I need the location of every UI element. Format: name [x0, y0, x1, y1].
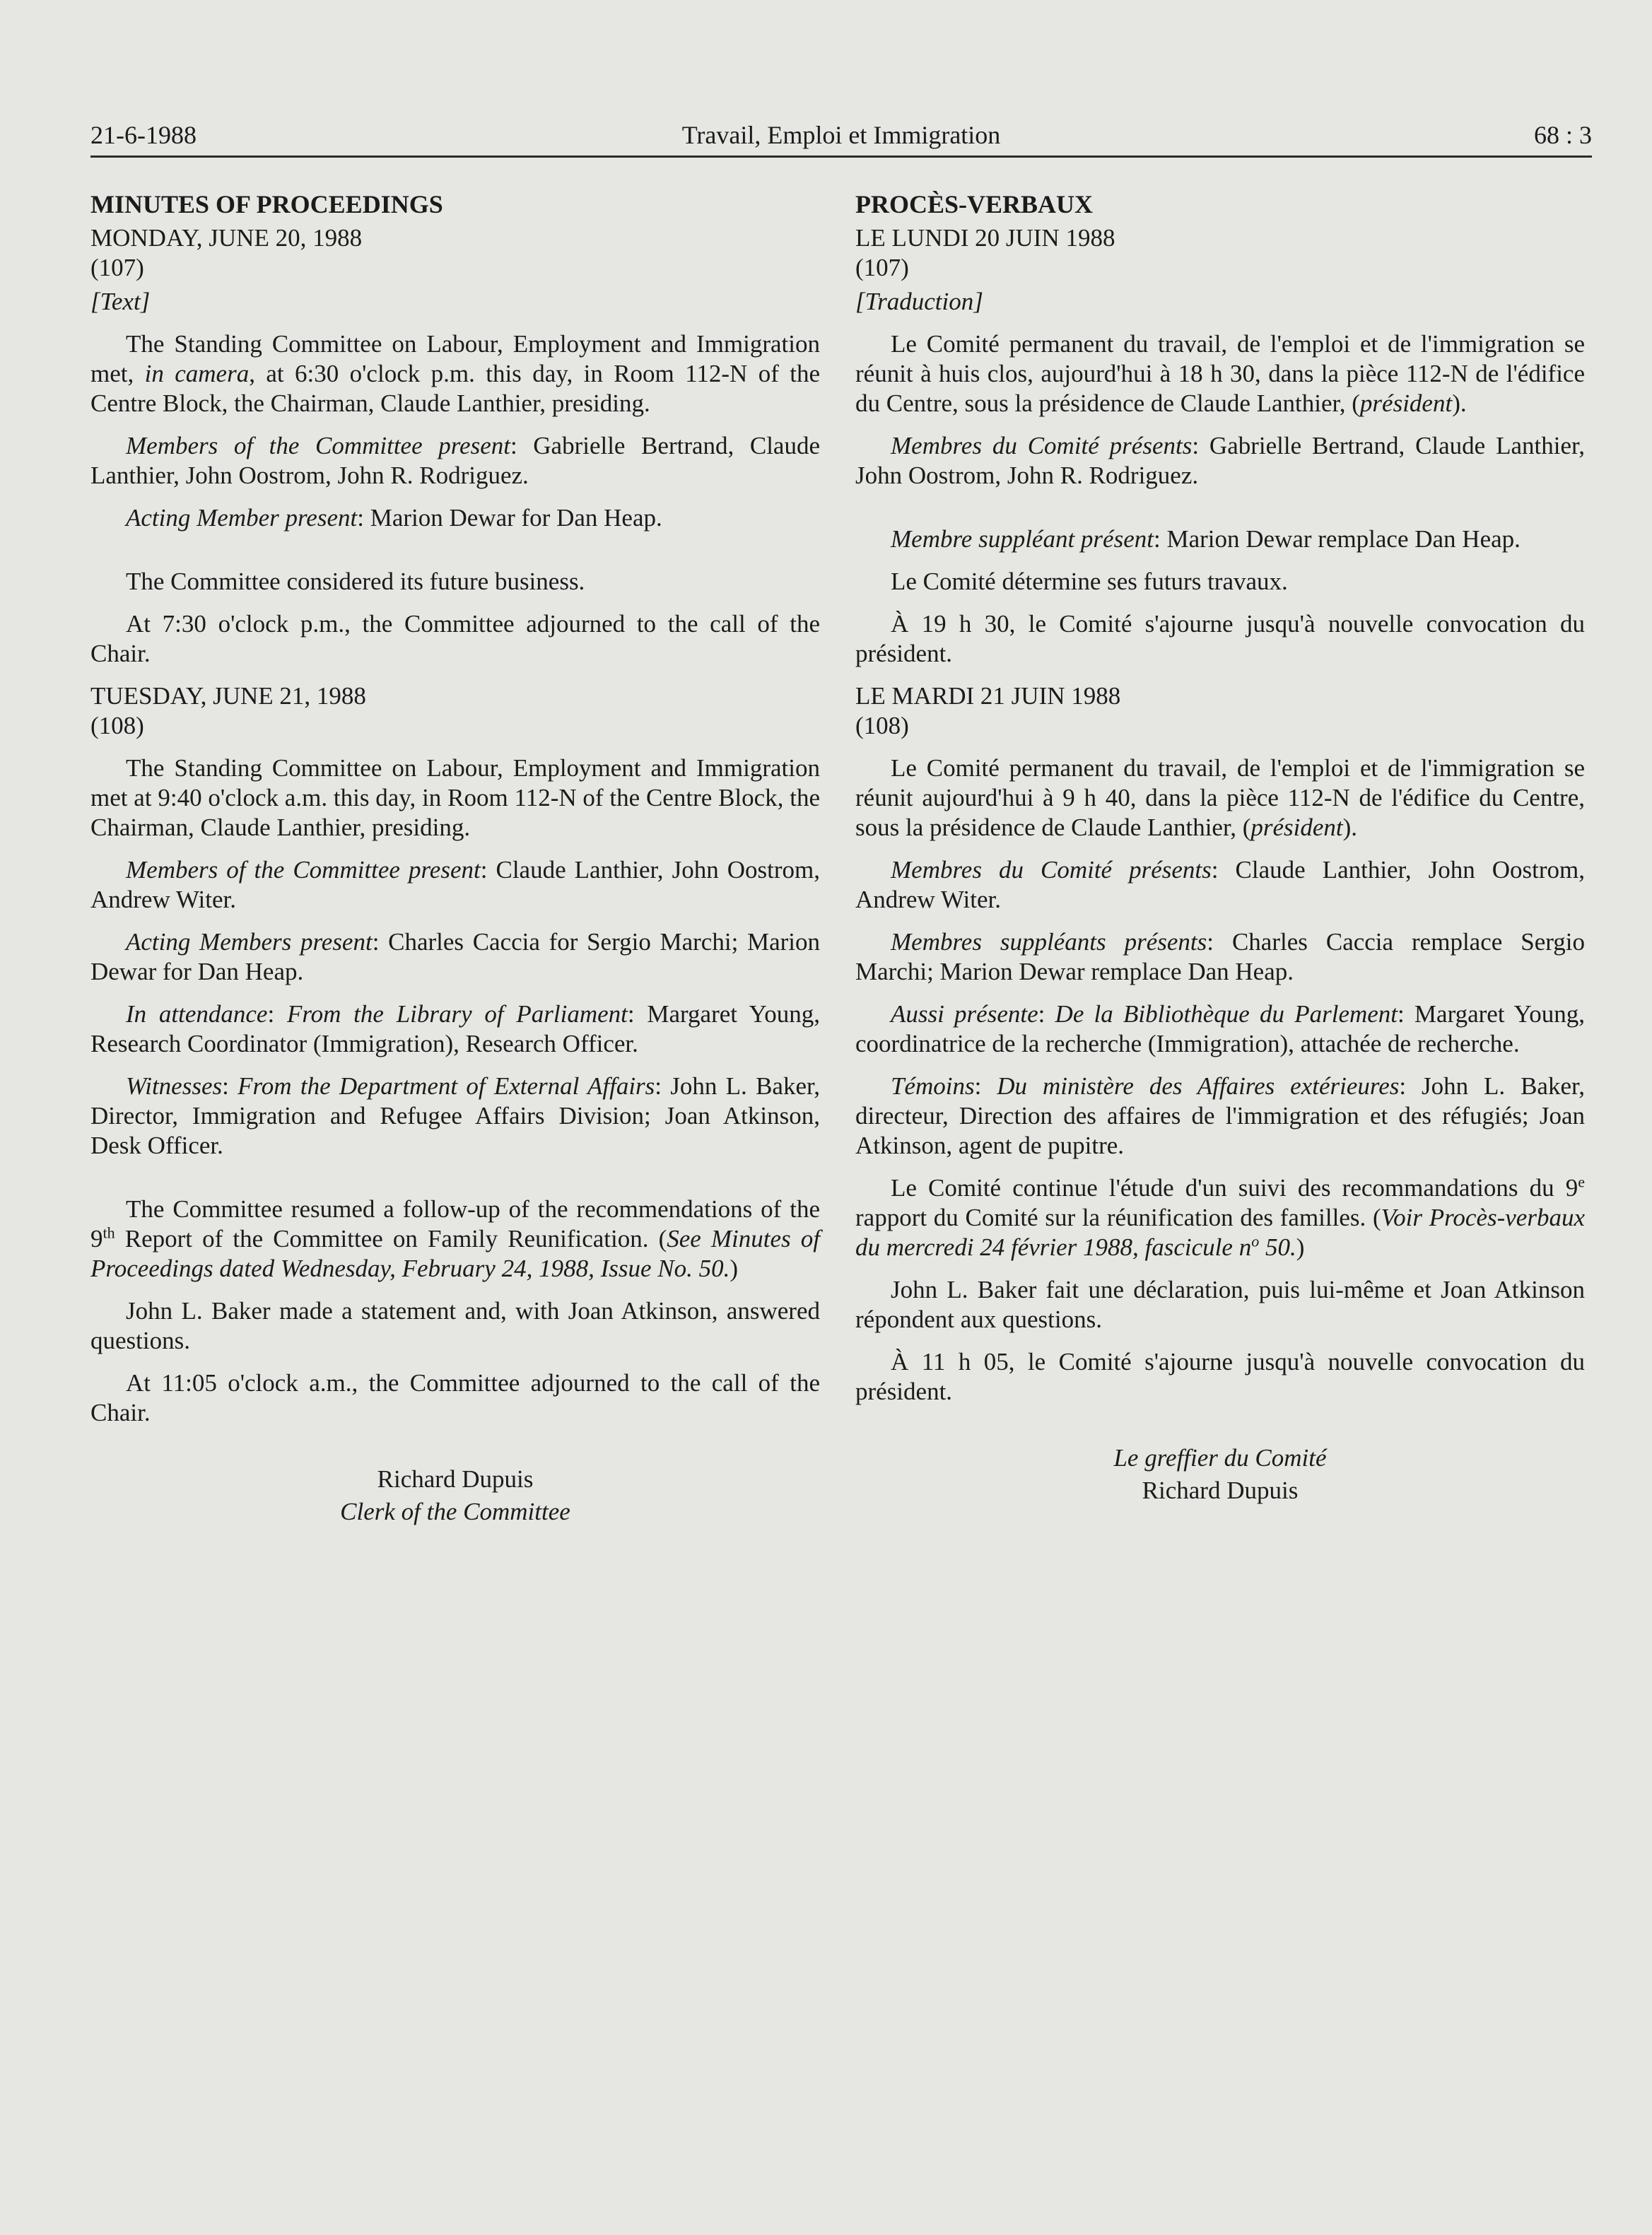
label-italic: Acting Members present — [126, 928, 373, 956]
english-signature-name: Richard Dupuis — [377, 1465, 534, 1493]
text-run-italic: in camera — [144, 360, 250, 387]
english-s2-date: TUESDAY, JUNE 21, 1988 — [90, 682, 366, 710]
english-s1-business: The Committee considered its future business. — [126, 568, 585, 595]
english-s2-statement: John L. Baker made a statement and, with Joan Atkinson, answered questions. — [90, 1297, 820, 1354]
label-italic: Membres suppléants présents — [891, 928, 1207, 956]
english-s2-attendance — [90, 999, 820, 1059]
text-run: : Charles Caccia for Sergio Marchi; Marion Dewar for Dan Heap. — [90, 928, 821, 985]
text-run: ) — [1296, 1233, 1305, 1261]
french-s2-date: LE MARDI 21 JUIN 1988 — [855, 682, 1121, 710]
text-run: : Margaret Young, coordinatrice de la recherche (Immigration), attachée de recherche. — [855, 1000, 1585, 1057]
text-run: : Marion Dewar remplace Dan Heap. — [1153, 525, 1521, 553]
spacer — [90, 546, 820, 567]
french-s1-adjourn: À 19 h 30, le Comité s'ajourne jusqu'à nouvelle convocation du président. — [855, 610, 1585, 667]
english-s1-acting — [90, 503, 820, 533]
english-s1-text-label: [Text] — [90, 288, 151, 315]
french-s1-business: Le Comité détermine ses futurs travaux. — [891, 568, 1288, 595]
text-run-italic: président — [1359, 389, 1453, 417]
text-run: : Charles Caccia remplace Sergio Marchi; Marion Dewar remplace Dan Heap. — [855, 928, 1585, 985]
label-italic: Témoins — [891, 1072, 975, 1100]
english-s2-resumed — [90, 1195, 820, 1284]
header-title: Travail, Emploi et Immigration — [681, 121, 1001, 149]
english-column — [90, 189, 820, 1530]
french-s2-number: (108) — [855, 712, 909, 739]
label-italic: Membre suppléant présent — [891, 525, 1154, 553]
label-italic: Du ministère des Affaires extérieures — [997, 1072, 1400, 1100]
english-heading: MINUTES OF PROCEEDINGS — [90, 190, 443, 218]
header-page-number: 68 : 3 — [1533, 121, 1592, 149]
superscript: th — [102, 1224, 115, 1242]
label-italic: Membres du Comité présents — [891, 856, 1212, 884]
text-run: ). — [1452, 389, 1467, 417]
label-italic: From the Library of Parliament — [286, 1000, 628, 1028]
text-run-italic: 50. — [1259, 1233, 1296, 1261]
french-signature-title: Le greffier du Comité — [1113, 1444, 1327, 1472]
spacer — [855, 503, 1585, 524]
english-s1-opening — [90, 329, 820, 418]
french-s2-statement: John L. Baker fait une déclaration, puis lui-même et Joan Atkinson répondent aux questions. — [855, 1276, 1585, 1333]
text-run: : John L. Baker, directeur, Direction des affaires de l'immigration et des réfugiés; Joan Atkinson, agent de pupitre. — [855, 1072, 1585, 1159]
french-column — [855, 189, 1585, 1508]
text-run: : Claude Lanthier, John Oostrom, Andrew Witer. — [90, 856, 820, 913]
text-run-italic: See Minutes of Proceedings dated Wednesday, February 24, 1988, Issue No. 50. — [90, 1225, 820, 1282]
header-date: 21-6-1988 — [90, 121, 197, 149]
text-run-italic: Voir Procès-verbaux du mercredi 24 février 1988, fascicule n — [855, 1204, 1585, 1261]
text-run: : John L. Baker, Director, Immigration and Refugee Affairs Division; Joan Atkinson, Desk Officer. — [90, 1072, 820, 1159]
english-s1-date: MONDAY, JUNE 20, 1988 — [90, 224, 363, 252]
text-run: : Gabrielle Bertrand, Claude Lanthier, John Oostrom, John R. Rodriguez. — [855, 432, 1585, 489]
text-run: : — [267, 1000, 287, 1028]
text-run: The Standing Committee on Labour, Employment and Immigration met, — [90, 330, 820, 387]
label-italic: From the Department of External Affairs — [238, 1072, 655, 1100]
french-s2-adjourn: À 11 h 05, le Comité s'ajourne jusqu'à nouvelle convocation du président. — [855, 1348, 1585, 1405]
text-run: : Claude Lanthier, John Oostrom, Andrew Witer. — [855, 856, 1586, 913]
english-s2-adjourn: At 11:05 o'clock a.m., the Committee adjourned to the call of the Chair. — [90, 1369, 820, 1426]
french-s1-date: LE LUNDI 20 JUIN 1988 — [855, 224, 1115, 252]
english-signature-title: Clerk of the Committee — [340, 1498, 570, 1525]
spacer — [90, 1173, 820, 1195]
french-s1-members — [855, 431, 1585, 491]
english-s2-witnesses — [90, 1072, 820, 1161]
label-italic: Members of the Committee present — [126, 432, 510, 459]
french-s2-witnesses — [855, 1072, 1585, 1161]
french-s1-acting — [855, 524, 1585, 554]
french-s1-opening — [855, 329, 1585, 418]
text-run: ) — [730, 1255, 739, 1282]
french-s1-text-label: [Traduction] — [855, 288, 983, 315]
text-run: Report of the Committee on Family Reunification. ( — [115, 1225, 667, 1253]
french-s2-acting — [855, 927, 1585, 987]
english-signature — [90, 1465, 820, 1527]
superscript: o — [1251, 1232, 1260, 1250]
label-italic: Membres du Comité présents — [891, 432, 1193, 459]
text-run: , at 6:30 o'clock p.m. this day, in Room 112-N of the Centre Block, the Chairman, Claude Lanthier, presiding. — [90, 360, 820, 417]
label-italic: Witnesses — [126, 1072, 223, 1100]
text-run: ). — [1342, 814, 1358, 841]
french-s1-number: (107) — [855, 254, 909, 281]
text-run: rapport du Comité sur la réunification des familles. ( — [855, 1204, 1381, 1231]
text-run: : Gabrielle Bertrand, Claude Lanthier, John Oostrom, John R. Rodriguez. — [90, 432, 820, 489]
english-s2-opening: The Standing Committee on Labour, Employment and Immigration met at 9:40 o'clock a.m. this day, in Room 112-N of the Centre Block, the Chairman, Claude Lanthier, presiding. — [90, 754, 820, 841]
text-run: : — [974, 1072, 997, 1100]
english-s1-members — [90, 431, 820, 491]
english-s2-acting — [90, 927, 820, 987]
text-run: : Margaret Young, Research Coordinator (Immigration), Research Officer. — [90, 1000, 820, 1057]
text-run: : Marion Dewar for Dan Heap. — [357, 504, 662, 532]
french-s2-resumed — [855, 1173, 1585, 1262]
french-s2-members — [855, 855, 1585, 915]
french-heading: PROCÈS-VERBAUX — [855, 190, 1094, 218]
french-s2-opening — [855, 753, 1585, 843]
text-run: Le Comité permanent du travail, de l'emploi et de l'immigration se réunit aujourd'hui à 9 h 40, dans la pièce 112-N de l'édifice du Centre, sous la présidence de Claude Lanthier, ( — [855, 754, 1585, 841]
text-run: Le Comité permanent du travail, de l'emploi et de l'immigration se réunit à huis clos, aujourd'hui à 18 h 30, dans la pièce 112-N de l'édifice du Centre, sous la présidence de Claude Lanthier, ( — [855, 330, 1585, 417]
label-italic: Aussi présente — [891, 1000, 1038, 1028]
english-s1-number: (107) — [90, 254, 144, 281]
english-s2-members — [90, 855, 820, 915]
english-s1-adjourn: At 7:30 o'clock p.m., the Committee adjourned to the call of the Chair. — [90, 610, 820, 667]
text-run: Le Comité continue l'étude d'un suivi des recommandations du 9 — [891, 1174, 1578, 1202]
text-run: : — [1038, 1000, 1055, 1028]
french-signature-name: Richard Dupuis — [1142, 1477, 1299, 1504]
text-run: The Committee resumed a follow-up of the recommendations of the 9 — [90, 1195, 820, 1253]
text-run-italic: président — [1250, 814, 1343, 841]
english-s2-number: (108) — [90, 712, 144, 739]
label-italic: Members of the Committee present — [126, 856, 481, 884]
running-header — [90, 113, 1592, 158]
label-italic: In attendance — [126, 1000, 268, 1028]
superscript: e — [1578, 1173, 1585, 1191]
french-s2-attendance — [855, 999, 1585, 1059]
text-run: : — [222, 1072, 238, 1100]
label-italic: De la Bibliothèque du Parlement — [1055, 1000, 1398, 1028]
label-italic: Acting Member present — [126, 504, 358, 532]
french-signature — [855, 1443, 1585, 1506]
